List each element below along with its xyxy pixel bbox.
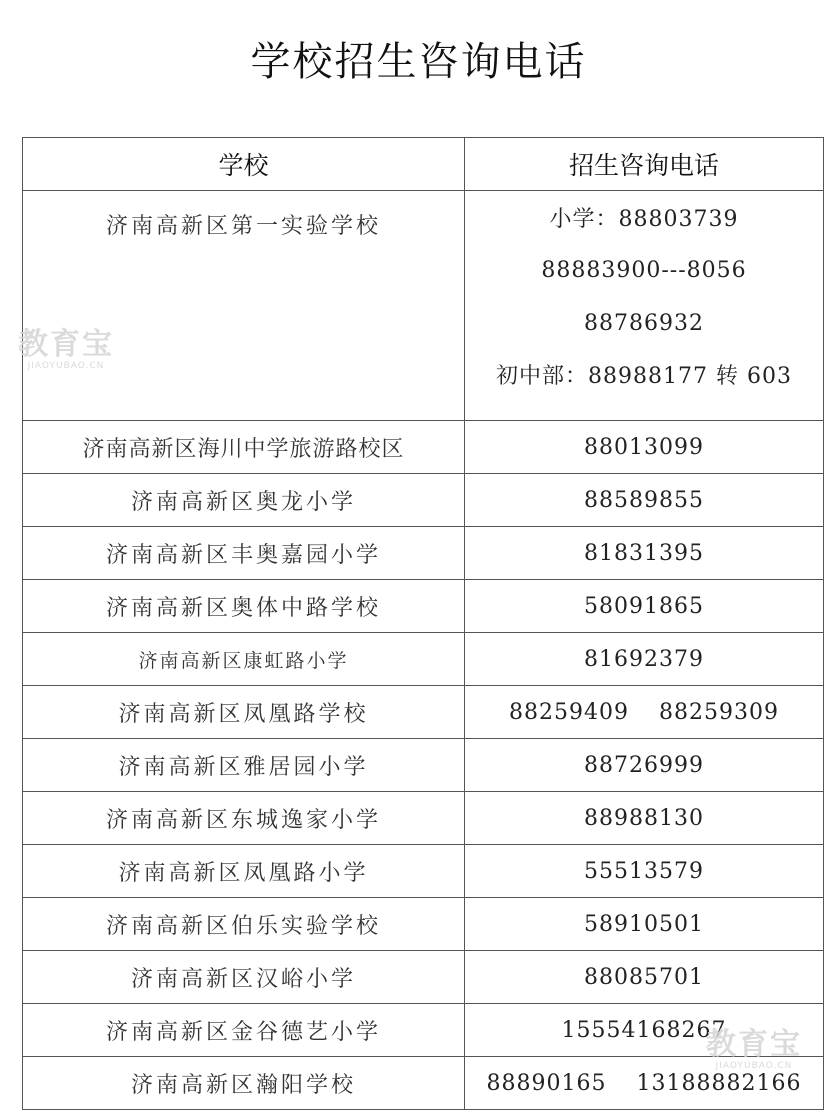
page-title: 学校招生咨询电话 — [250, 39, 587, 85]
header-phone: 招生咨询电话 — [465, 138, 824, 191]
phone-cell: 58091865 — [465, 580, 824, 633]
phone-cell: 88085701 — [465, 951, 824, 1004]
phone-cell — [465, 686, 824, 739]
school-name: 济南高新区瀚阳学校 — [23, 1057, 465, 1110]
phone-cell: 88988130 — [465, 792, 824, 845]
table-row — [23, 527, 824, 580]
school-name: 济南高新区奥龙小学 — [23, 474, 465, 527]
school-name: 济南高新区凤凰路小学 — [23, 845, 465, 898]
phone-cell: 88589855 — [465, 474, 824, 527]
phone-extension: 88883900---8056 — [541, 258, 747, 283]
table-row — [23, 792, 824, 845]
phone-cell: 81831395 — [465, 527, 824, 580]
watermark-text: 教育宝 — [706, 1027, 802, 1062]
table-row — [23, 1004, 824, 1057]
phone-cell: 55513579 — [465, 845, 824, 898]
watermark-url: JIAOYUBAO.CN — [27, 361, 105, 371]
school-name: 济南高新区东城逸家小学 — [23, 792, 465, 845]
table-row — [23, 633, 824, 686]
phone-middle-school: 初中部：88988177 转 603 — [496, 364, 792, 389]
phone-cell — [465, 191, 824, 421]
table-row — [23, 898, 824, 951]
phone-number: 88259409 — [509, 699, 629, 725]
school-name: 济南高新区凤凰路学校 — [23, 686, 465, 739]
table-header-row — [23, 138, 824, 191]
phone-number: 88259309 — [659, 699, 779, 725]
header-school: 学校 — [23, 138, 465, 191]
table-row — [23, 845, 824, 898]
school-name: 济南高新区第一实验学校 — [23, 191, 465, 421]
school-name: 济南高新区奥体中路学校 — [23, 580, 465, 633]
watermark-url: JIAOYUBAO.CN — [715, 1061, 793, 1071]
school-phone-table — [22, 137, 824, 1110]
school-name: 济南高新区金谷德艺小学 — [23, 1004, 465, 1057]
phone-number: 13188882166 — [636, 1070, 802, 1096]
phone-number: 88890165 — [486, 1070, 607, 1096]
phone-cell: 81692379 — [465, 633, 824, 686]
school-name: 济南高新区丰奥嘉园小学 — [23, 527, 465, 580]
phone-cell: 88726999 — [465, 739, 824, 792]
school-name: 济南高新区伯乐实验学校 — [23, 898, 465, 951]
table-row — [23, 580, 824, 633]
phone-cell — [465, 1057, 824, 1110]
table-row — [23, 191, 824, 421]
school-name: 济南高新区康虹路小学 — [23, 633, 465, 686]
phone-cell: 88013099 — [465, 421, 824, 474]
phone-cell: 15554168267 — [465, 1004, 824, 1057]
watermark-text: 教育宝 — [18, 327, 114, 362]
phone-number: 88786932 — [584, 311, 704, 336]
table-row — [23, 1057, 824, 1110]
table-row — [23, 951, 824, 1004]
phone-cell: 58910501 — [465, 898, 824, 951]
school-name: 济南高新区雅居园小学 — [23, 739, 465, 792]
school-name: 济南高新区汉峪小学 — [23, 951, 465, 1004]
table-row — [23, 686, 824, 739]
table-row — [23, 474, 824, 527]
phone-primary: 小学：88803739 — [549, 207, 739, 232]
table-row — [23, 739, 824, 792]
table-row — [23, 421, 824, 474]
school-name: 济南高新区海川中学旅游路校区 — [23, 421, 465, 474]
